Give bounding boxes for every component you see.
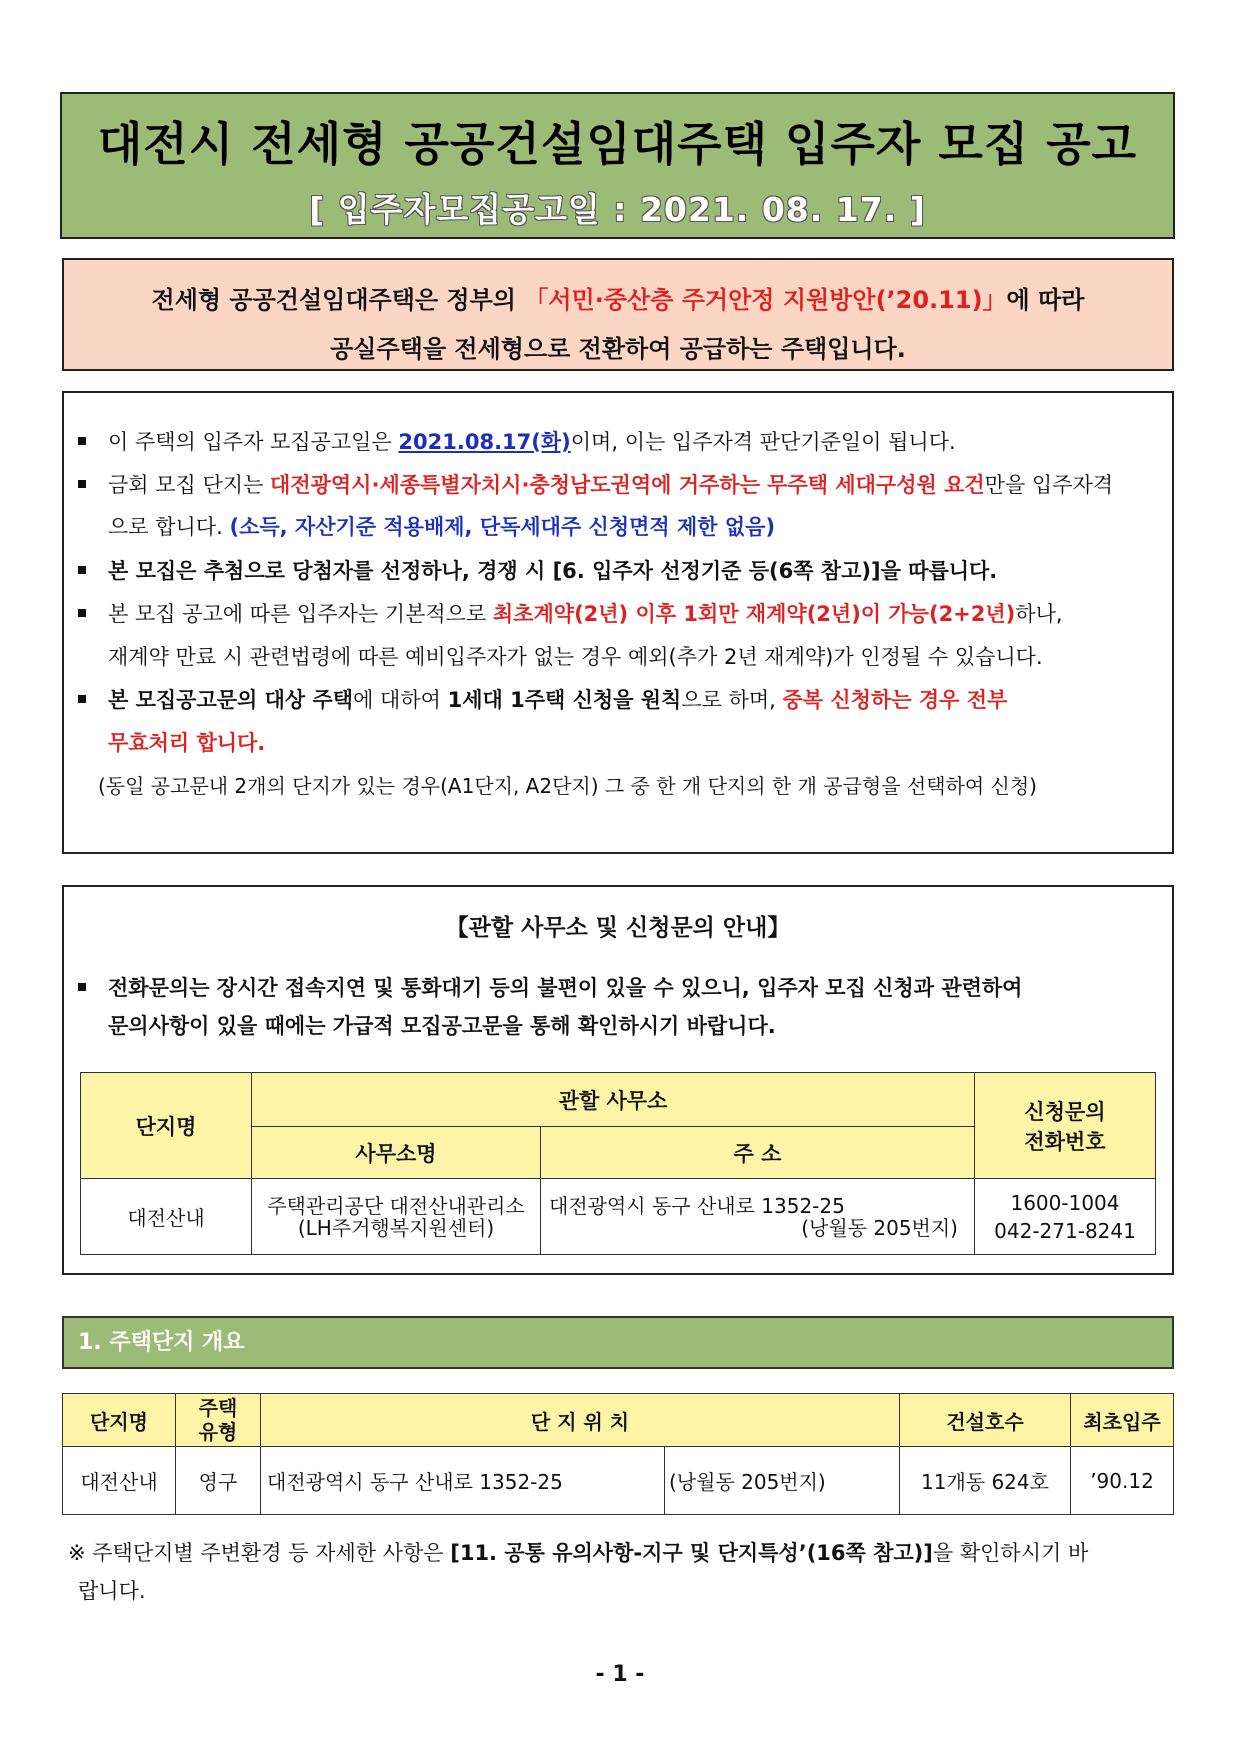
intro-box <box>62 258 1174 371</box>
duplicate-warning: 중복 신청하는 경우 전부 <box>782 688 1008 712</box>
col-office: 관할 사무소 <box>252 1073 975 1127</box>
col-location: 단 지 위 치 <box>261 1394 900 1447</box>
cell-address: 대전광역시 동구 산내로 1352-25 <box>261 1447 665 1515</box>
office-heading: 【관할 사무소 및 신청문의 안내】 <box>445 915 791 941</box>
intro-text: 전세형 공공건설임대주택은 정부의 <box>151 286 525 314</box>
office-subname: (LH주거행복지원센터) <box>297 1215 495 1240</box>
col-type <box>176 1394 261 1447</box>
cell-type: 영구 <box>176 1447 261 1515</box>
cell-lot: (낭월동 205번지) <box>665 1447 900 1515</box>
complex-table <box>62 1393 1174 1515</box>
intro-text: 에 따라 <box>1006 286 1085 314</box>
phone-number-1: 1600-1004 <box>1010 1190 1120 1215</box>
intro-line-2: 공실주택을 전세형으로 전환하여 공급하는 주택입니다. <box>330 335 906 363</box>
cell-complex: 대전산내 <box>63 1447 176 1515</box>
office-bullet-cont: 문의사항이 있을 때에는 가급적 모집공고문을 통해 확인하시기 바랍니다. <box>108 1014 776 1038</box>
eligibility-requirement: 대전광역시·세종특별자치시·충청남도권역에 거주하는 무주택 세대구성원 요건 <box>270 473 985 497</box>
notice-text: 본 모집공고문의 대상 주택 <box>108 688 354 712</box>
bullet-icon <box>78 437 86 445</box>
notice-text: 이며, 이는 입주자격 판단기준일이 됩니다. <box>570 430 956 454</box>
cell-first-move-in: ’90.12 <box>1071 1447 1174 1515</box>
notice-text: 하나, <box>1015 602 1063 626</box>
notice-item-1 <box>78 427 956 457</box>
notice-box <box>62 391 1174 854</box>
announcement-date-link: 2021.08.17(화) <box>398 430 571 454</box>
notice-item-5-cont: 무효처리 합니다. <box>108 731 266 755</box>
notice-text: 본 모집은 추첨으로 당첨자를 선정하나, 경쟁 시 [6. 입주자 선정기준 등(6쪽 참고)]을 따릅니다. <box>108 559 998 583</box>
office-bullet <box>78 973 1022 1003</box>
notice-text: 만을 입주자격 <box>984 473 1114 497</box>
intro-policy-name: 「서민·중산층 주거안정 지원방안(’20.11)」 <box>524 286 1007 314</box>
notice-item-4 <box>78 599 1063 629</box>
notice-item-5 <box>78 685 1007 715</box>
bullet-icon <box>78 566 86 574</box>
notice-item-4-cont: 재계약 만료 시 관련법령에 따른 예비입주자가 없는 경우 예외(추가 2년 재계약)가 인정될 수 있습니다. <box>108 645 1043 669</box>
footnote <box>68 1534 1174 1610</box>
page-title: 대전시 전세형 공공건설임대주택 입주자 모집 공고 <box>97 117 1138 171</box>
bullet-icon <box>78 983 86 991</box>
col-office-name: 사무소명 <box>252 1127 541 1179</box>
col-type-line2: 유형 <box>198 1420 238 1444</box>
footnote-reference: [11. 공통 유의사항-지구 및 단지특성’(16쪽 참고)] <box>450 1541 933 1565</box>
notice-text: 에 대하여 <box>353 688 448 712</box>
announcement-date: [ 입주자모집공고일 : 2021. 08. 17. ] <box>309 190 926 229</box>
notice-text: 1세대 1주택 신청을 원칙 <box>447 688 682 712</box>
office-name: 주택관리공단 대전산내관리소 <box>267 1193 525 1218</box>
office-bullet-text: 전화문의는 장시간 접속지연 및 통화대기 등의 불편이 있을 수 있으니, 입주자 모집 신청과 관련하여 <box>108 976 1023 1000</box>
eligibility-note: (소득, 자산기준 적용배제, 단독세대주 신청면적 제한 없음) <box>229 515 776 539</box>
table-row <box>81 1179 1156 1255</box>
cell-complex: 대전산내 <box>81 1179 252 1255</box>
section-1-header: 1. 주택단지 개요 <box>62 1316 1174 1369</box>
cell-office-name <box>252 1179 541 1255</box>
footnote-text: ※ 주택단지별 주변환경 등 자세한 사항은 <box>68 1541 451 1565</box>
cell-units: 11개동 624호 <box>900 1447 1071 1515</box>
col-complex: 단지명 <box>81 1073 252 1179</box>
notice-text: 으로 하며, <box>681 688 783 712</box>
office-address: 대전광역시 동구 산내로 1352-25 <box>549 1193 845 1218</box>
bullet-icon <box>78 609 86 617</box>
col-units: 건설호수 <box>900 1394 1071 1447</box>
footnote-text: 을 확인하시기 바 <box>932 1541 1089 1565</box>
office-info-box <box>62 885 1174 1275</box>
col-complex: 단지명 <box>63 1394 176 1447</box>
notice-item-6: (동일 공고문내 2개의 단지가 있는 경우(A1단지, A2단지) 그 중 한 개 단지의 한 개 공급형을 선택하여 신청) <box>98 774 1037 798</box>
col-first-move-in: 최초입주 <box>1071 1394 1174 1447</box>
col-address: 주 소 <box>541 1127 975 1179</box>
table-row <box>63 1447 1174 1515</box>
cell-phone <box>975 1179 1156 1255</box>
col-phone-line1: 신청문의 <box>1024 1099 1106 1124</box>
cell-address <box>541 1179 975 1255</box>
office-lot: (낭월동 205번지) <box>801 1215 958 1240</box>
notice-item-2-cont <box>108 512 775 542</box>
phone-number-2: 042-271-8241 <box>994 1218 1136 1243</box>
notice-item-2 <box>78 470 1113 500</box>
bullet-icon <box>78 480 86 488</box>
bullet-icon <box>78 695 86 703</box>
notice-item-3 <box>78 556 997 586</box>
page-number: - 1 - <box>595 1662 645 1687</box>
col-phone-line2: 전화번호 <box>1024 1129 1106 1154</box>
intro-line-1 <box>64 280 1172 315</box>
office-table <box>80 1072 1156 1255</box>
notice-text: 본 모집 공고에 따른 입주자는 기본적으로 <box>108 602 493 626</box>
contract-terms: 최초계약(2년) 이후 1회만 재계약(2년)이 가능(2+2년) <box>492 602 1016 626</box>
notice-text: 금회 모집 단지는 <box>108 473 271 497</box>
title-banner <box>60 92 1175 239</box>
notice-text: 으로 합니다. <box>108 515 230 539</box>
col-type-line1: 주택 <box>198 1396 238 1420</box>
col-phone <box>975 1073 1156 1179</box>
notice-text: 이 주택의 입주자 모집공고일은 <box>108 430 399 454</box>
footnote-text: 랍니다. <box>78 1579 146 1603</box>
